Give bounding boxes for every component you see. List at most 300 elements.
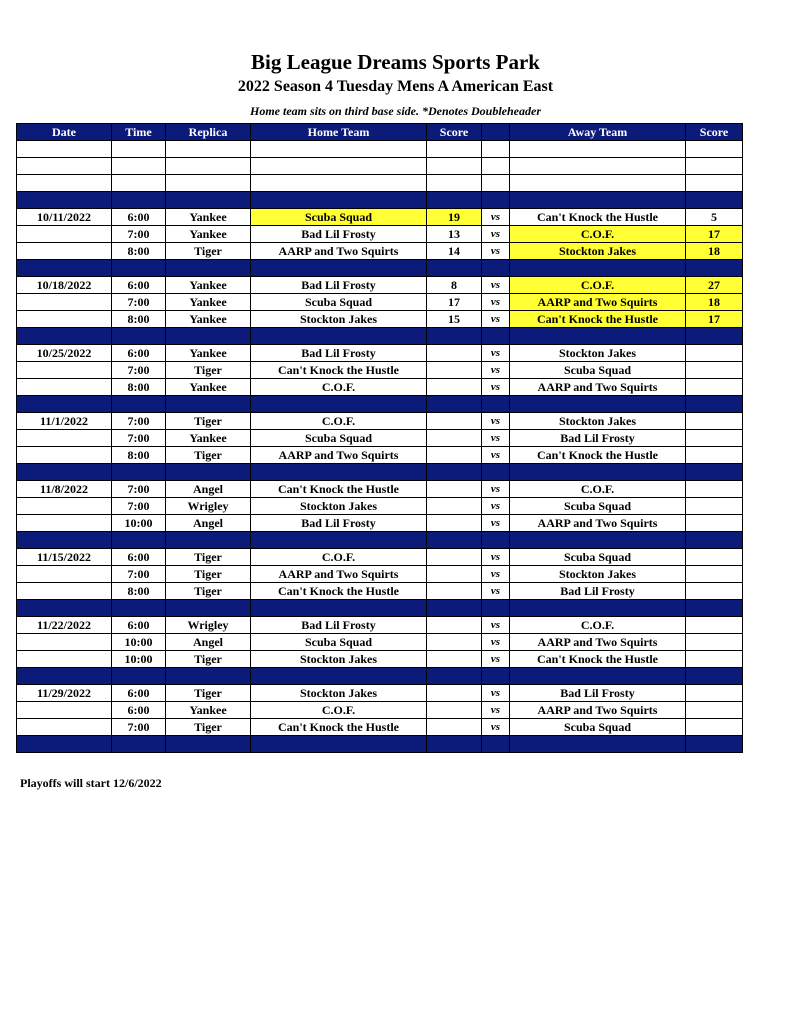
separator-cell	[427, 464, 482, 481]
document-note: Home team sits on third base side. *Denotes Doubleheader	[250, 104, 541, 118]
cell-date	[17, 430, 112, 447]
separator-cell	[510, 260, 686, 277]
blank-cell	[427, 141, 482, 158]
separator-cell	[251, 192, 427, 209]
cell-replica: Yankee	[166, 430, 251, 447]
cell-home-team: Scuba Squad	[251, 634, 427, 651]
cell-replica: Yankee	[166, 294, 251, 311]
separator-cell	[510, 192, 686, 209]
blank-cell	[17, 175, 112, 192]
game-row	[17, 226, 743, 243]
blank-cell	[112, 158, 166, 175]
blank-cell	[251, 158, 427, 175]
separator-cell	[686, 260, 743, 277]
game-row	[17, 413, 743, 430]
separator-cell	[17, 464, 112, 481]
cell-home-score	[427, 651, 482, 668]
cell-away-score: 17	[686, 311, 743, 328]
separator-cell	[482, 328, 510, 345]
blank-row	[17, 141, 743, 158]
header-home-team: Home Team	[251, 124, 427, 141]
cell-vs: vs	[482, 549, 510, 566]
cell-vs: vs	[482, 277, 510, 294]
game-row	[17, 447, 743, 464]
cell-time: 7:00	[112, 481, 166, 498]
cell-home-score	[427, 583, 482, 600]
schedule-table	[16, 123, 743, 753]
week-separator-row	[17, 668, 743, 685]
cell-replica: Angel	[166, 515, 251, 532]
cell-replica: Yankee	[166, 209, 251, 226]
cell-replica: Yankee	[166, 379, 251, 396]
cell-vs: vs	[482, 311, 510, 328]
cell-date	[17, 702, 112, 719]
separator-cell	[510, 396, 686, 413]
game-row	[17, 549, 743, 566]
separator-cell	[251, 736, 427, 753]
cell-date: 11/1/2022	[17, 413, 112, 430]
cell-away-score	[686, 685, 743, 702]
cell-date	[17, 719, 112, 736]
separator-cell	[427, 600, 482, 617]
cell-time: 7:00	[112, 430, 166, 447]
cell-home-score	[427, 685, 482, 702]
cell-time: 8:00	[112, 583, 166, 600]
blank-cell	[17, 141, 112, 158]
cell-away-score	[686, 345, 743, 362]
separator-cell	[251, 532, 427, 549]
blank-cell	[686, 158, 743, 175]
game-row	[17, 702, 743, 719]
blank-cell	[251, 141, 427, 158]
separator-cell	[482, 736, 510, 753]
separator-cell	[166, 668, 251, 685]
game-row	[17, 617, 743, 634]
cell-vs: vs	[482, 209, 510, 226]
cell-vs: vs	[482, 413, 510, 430]
game-row	[17, 311, 743, 328]
separator-cell	[166, 600, 251, 617]
cell-vs: vs	[482, 447, 510, 464]
cell-vs: vs	[482, 379, 510, 396]
game-row	[17, 209, 743, 226]
separator-cell	[166, 464, 251, 481]
cell-vs: vs	[482, 515, 510, 532]
header-vs	[482, 124, 510, 141]
game-row	[17, 566, 743, 583]
cell-replica: Yankee	[166, 311, 251, 328]
cell-replica: Angel	[166, 481, 251, 498]
cell-date	[17, 515, 112, 532]
separator-cell	[112, 600, 166, 617]
separator-cell	[251, 668, 427, 685]
cell-home-team: Scuba Squad	[251, 294, 427, 311]
separator-cell	[686, 396, 743, 413]
cell-home-score	[427, 702, 482, 719]
separator-cell	[482, 192, 510, 209]
week-separator-row	[17, 532, 743, 549]
cell-replica: Tiger	[166, 566, 251, 583]
cell-replica: Tiger	[166, 583, 251, 600]
cell-away-score	[686, 447, 743, 464]
cell-away-score	[686, 515, 743, 532]
separator-cell	[251, 600, 427, 617]
cell-home-score: 8	[427, 277, 482, 294]
cell-home-score	[427, 617, 482, 634]
cell-home-team: Stockton Jakes	[251, 685, 427, 702]
separator-cell	[510, 600, 686, 617]
blank-cell	[166, 175, 251, 192]
cell-time: 6:00	[112, 345, 166, 362]
cell-home-team: AARP and Two Squirts	[251, 243, 427, 260]
cell-away-score: 27	[686, 277, 743, 294]
cell-away-team: AARP and Two Squirts	[510, 294, 686, 311]
separator-cell	[251, 328, 427, 345]
cell-away-score: 5	[686, 209, 743, 226]
separator-cell	[112, 260, 166, 277]
cell-time: 8:00	[112, 447, 166, 464]
cell-vs: vs	[482, 583, 510, 600]
separator-cell	[427, 668, 482, 685]
cell-vs: vs	[482, 294, 510, 311]
cell-vs: vs	[482, 702, 510, 719]
blank-cell	[166, 158, 251, 175]
cell-date: 10/11/2022	[17, 209, 112, 226]
cell-replica: Tiger	[166, 362, 251, 379]
cell-date: 11/29/2022	[17, 685, 112, 702]
cell-away-team: AARP and Two Squirts	[510, 515, 686, 532]
cell-away-team: Scuba Squad	[510, 549, 686, 566]
week-separator-row	[17, 192, 743, 209]
cell-home-team: Bad Lil Frosty	[251, 617, 427, 634]
document-title: Big League Dreams Sports Park	[251, 50, 540, 74]
cell-home-team: Stockton Jakes	[251, 651, 427, 668]
header-away-score: Score	[686, 124, 743, 141]
cell-home-team: Can't Knock the Hustle	[251, 583, 427, 600]
cell-replica: Yankee	[166, 277, 251, 294]
blank-cell	[17, 158, 112, 175]
cell-away-score	[686, 413, 743, 430]
cell-away-score: 17	[686, 226, 743, 243]
cell-time: 7:00	[112, 413, 166, 430]
cell-home-score	[427, 379, 482, 396]
cell-away-score: 18	[686, 294, 743, 311]
document-subtitle: 2022 Season 4 Tuesday Mens A American East	[237, 78, 554, 95]
week-separator-row	[17, 396, 743, 413]
cell-away-score	[686, 549, 743, 566]
separator-cell	[427, 192, 482, 209]
cell-replica: Yankee	[166, 226, 251, 243]
cell-time: 6:00	[112, 209, 166, 226]
separator-cell	[112, 736, 166, 753]
cell-away-score	[686, 430, 743, 447]
cell-vs: vs	[482, 719, 510, 736]
cell-home-score	[427, 362, 482, 379]
cell-away-score	[686, 702, 743, 719]
cell-replica: Yankee	[166, 345, 251, 362]
cell-home-score	[427, 430, 482, 447]
cell-home-team: Bad Lil Frosty	[251, 345, 427, 362]
blank-row	[17, 158, 743, 175]
cell-date	[17, 362, 112, 379]
cell-vs: vs	[482, 498, 510, 515]
cell-home-score	[427, 566, 482, 583]
cell-home-score	[427, 447, 482, 464]
game-row	[17, 583, 743, 600]
separator-cell	[510, 328, 686, 345]
cell-away-team: Can't Knock the Hustle	[510, 209, 686, 226]
blank-cell	[166, 141, 251, 158]
cell-date	[17, 226, 112, 243]
cell-home-team: C.O.F.	[251, 413, 427, 430]
cell-home-team: C.O.F.	[251, 702, 427, 719]
cell-home-score	[427, 634, 482, 651]
cell-time: 7:00	[112, 362, 166, 379]
separator-cell	[17, 192, 112, 209]
separator-cell	[686, 532, 743, 549]
blank-cell	[482, 175, 510, 192]
header-row	[17, 124, 743, 141]
blank-cell	[686, 175, 743, 192]
cell-time: 6:00	[112, 277, 166, 294]
blank-row	[17, 175, 743, 192]
cell-home-team: Can't Knock the Hustle	[251, 481, 427, 498]
cell-away-score	[686, 617, 743, 634]
cell-time: 7:00	[112, 719, 166, 736]
cell-away-score	[686, 566, 743, 583]
separator-cell	[686, 464, 743, 481]
cell-away-team: Can't Knock the Hustle	[510, 447, 686, 464]
separator-cell	[686, 192, 743, 209]
cell-away-team: Bad Lil Frosty	[510, 430, 686, 447]
game-row	[17, 515, 743, 532]
separator-cell	[427, 736, 482, 753]
cell-home-score: 14	[427, 243, 482, 260]
cell-away-team: Stockton Jakes	[510, 413, 686, 430]
cell-home-score	[427, 498, 482, 515]
cell-away-score	[686, 583, 743, 600]
cell-away-team: Stockton Jakes	[510, 243, 686, 260]
game-row	[17, 379, 743, 396]
cell-away-team: C.O.F.	[510, 226, 686, 243]
cell-away-score	[686, 362, 743, 379]
cell-time: 7:00	[112, 226, 166, 243]
cell-replica: Yankee	[166, 702, 251, 719]
cell-away-team: AARP and Two Squirts	[510, 702, 686, 719]
cell-vs: vs	[482, 345, 510, 362]
cell-vs: vs	[482, 430, 510, 447]
header-replica: Replica	[166, 124, 251, 141]
cell-time: 10:00	[112, 515, 166, 532]
separator-cell	[482, 396, 510, 413]
blank-cell	[510, 175, 686, 192]
cell-vs: vs	[482, 617, 510, 634]
cell-replica: Tiger	[166, 549, 251, 566]
separator-cell	[112, 668, 166, 685]
cell-home-score: 15	[427, 311, 482, 328]
game-row	[17, 634, 743, 651]
game-row	[17, 243, 743, 260]
separator-cell	[482, 260, 510, 277]
cell-replica: Tiger	[166, 719, 251, 736]
game-row	[17, 719, 743, 736]
cell-date	[17, 634, 112, 651]
cell-replica: Angel	[166, 634, 251, 651]
cell-vs: vs	[482, 362, 510, 379]
cell-time: 10:00	[112, 634, 166, 651]
cell-home-score: 17	[427, 294, 482, 311]
cell-vs: vs	[482, 226, 510, 243]
cell-away-team: Bad Lil Frosty	[510, 583, 686, 600]
cell-away-team: Scuba Squad	[510, 362, 686, 379]
cell-home-score: 19	[427, 209, 482, 226]
cell-date	[17, 379, 112, 396]
cell-away-score: 18	[686, 243, 743, 260]
cell-date	[17, 566, 112, 583]
separator-cell	[510, 532, 686, 549]
header-time: Time	[112, 124, 166, 141]
separator-cell	[17, 396, 112, 413]
cell-date	[17, 243, 112, 260]
cell-home-team: Bad Lil Frosty	[251, 515, 427, 532]
separator-cell	[482, 464, 510, 481]
cell-away-team: C.O.F.	[510, 277, 686, 294]
week-separator-row	[17, 736, 743, 753]
cell-vs: vs	[482, 651, 510, 668]
game-row	[17, 498, 743, 515]
cell-away-score	[686, 379, 743, 396]
separator-cell	[166, 736, 251, 753]
cell-home-score	[427, 719, 482, 736]
separator-cell	[112, 328, 166, 345]
cell-away-team: C.O.F.	[510, 617, 686, 634]
separator-cell	[482, 668, 510, 685]
blank-cell	[112, 175, 166, 192]
cell-vs: vs	[482, 685, 510, 702]
cell-home-score: 13	[427, 226, 482, 243]
cell-vs: vs	[482, 634, 510, 651]
cell-away-team: Stockton Jakes	[510, 345, 686, 362]
cell-time: 7:00	[112, 294, 166, 311]
cell-away-team: Scuba Squad	[510, 498, 686, 515]
cell-date: 11/8/2022	[17, 481, 112, 498]
header-home-score: Score	[427, 124, 482, 141]
cell-away-score	[686, 498, 743, 515]
week-separator-row	[17, 328, 743, 345]
separator-cell	[482, 600, 510, 617]
cell-date	[17, 498, 112, 515]
blank-cell	[482, 141, 510, 158]
separator-cell	[251, 260, 427, 277]
separator-cell	[166, 260, 251, 277]
separator-cell	[686, 328, 743, 345]
cell-home-team: AARP and Two Squirts	[251, 566, 427, 583]
cell-date: 11/15/2022	[17, 549, 112, 566]
cell-replica: Tiger	[166, 243, 251, 260]
week-separator-row	[17, 600, 743, 617]
separator-cell	[17, 736, 112, 753]
cell-home-score	[427, 549, 482, 566]
cell-replica: Wrigley	[166, 498, 251, 515]
separator-cell	[166, 328, 251, 345]
separator-cell	[482, 532, 510, 549]
header-away-team: Away Team	[510, 124, 686, 141]
game-row	[17, 685, 743, 702]
game-row	[17, 651, 743, 668]
separator-cell	[510, 736, 686, 753]
cell-time: 8:00	[112, 379, 166, 396]
cell-home-score	[427, 413, 482, 430]
separator-cell	[251, 396, 427, 413]
blank-cell	[427, 175, 482, 192]
separator-cell	[17, 532, 112, 549]
cell-away-team: Stockton Jakes	[510, 566, 686, 583]
cell-away-score	[686, 719, 743, 736]
cell-home-team: Scuba Squad	[251, 209, 427, 226]
cell-vs: vs	[482, 481, 510, 498]
separator-cell	[427, 532, 482, 549]
blank-cell	[427, 158, 482, 175]
cell-vs: vs	[482, 566, 510, 583]
blank-cell	[251, 175, 427, 192]
schedule-body	[17, 141, 743, 753]
cell-replica: Wrigley	[166, 617, 251, 634]
separator-cell	[427, 260, 482, 277]
cell-date	[17, 651, 112, 668]
cell-time: 10:00	[112, 651, 166, 668]
blank-cell	[686, 141, 743, 158]
cell-home-team: C.O.F.	[251, 379, 427, 396]
separator-cell	[17, 260, 112, 277]
cell-home-team: C.O.F.	[251, 549, 427, 566]
cell-home-team: Scuba Squad	[251, 430, 427, 447]
separator-cell	[686, 736, 743, 753]
cell-home-score	[427, 481, 482, 498]
cell-time: 6:00	[112, 702, 166, 719]
game-row	[17, 430, 743, 447]
cell-home-score	[427, 345, 482, 362]
separator-cell	[427, 396, 482, 413]
week-separator-row	[17, 464, 743, 481]
blank-cell	[510, 141, 686, 158]
separator-cell	[17, 328, 112, 345]
cell-away-score	[686, 634, 743, 651]
separator-cell	[510, 464, 686, 481]
blank-cell	[510, 158, 686, 175]
cell-time: 6:00	[112, 617, 166, 634]
playoffs-note: Playoffs will start 12/6/2022	[20, 776, 162, 790]
header-date: Date	[17, 124, 112, 141]
cell-replica: Tiger	[166, 651, 251, 668]
cell-time: 7:00	[112, 566, 166, 583]
cell-date	[17, 447, 112, 464]
separator-cell	[112, 464, 166, 481]
cell-time: 6:00	[112, 685, 166, 702]
cell-replica: Tiger	[166, 685, 251, 702]
cell-home-team: Can't Knock the Hustle	[251, 362, 427, 379]
cell-away-team: AARP and Two Squirts	[510, 634, 686, 651]
cell-home-team: Stockton Jakes	[251, 498, 427, 515]
game-row	[17, 481, 743, 498]
cell-home-score	[427, 515, 482, 532]
cell-date	[17, 311, 112, 328]
cell-home-team: Stockton Jakes	[251, 311, 427, 328]
separator-cell	[686, 600, 743, 617]
cell-replica: Tiger	[166, 447, 251, 464]
cell-away-team: C.O.F.	[510, 481, 686, 498]
game-row	[17, 294, 743, 311]
separator-cell	[166, 532, 251, 549]
